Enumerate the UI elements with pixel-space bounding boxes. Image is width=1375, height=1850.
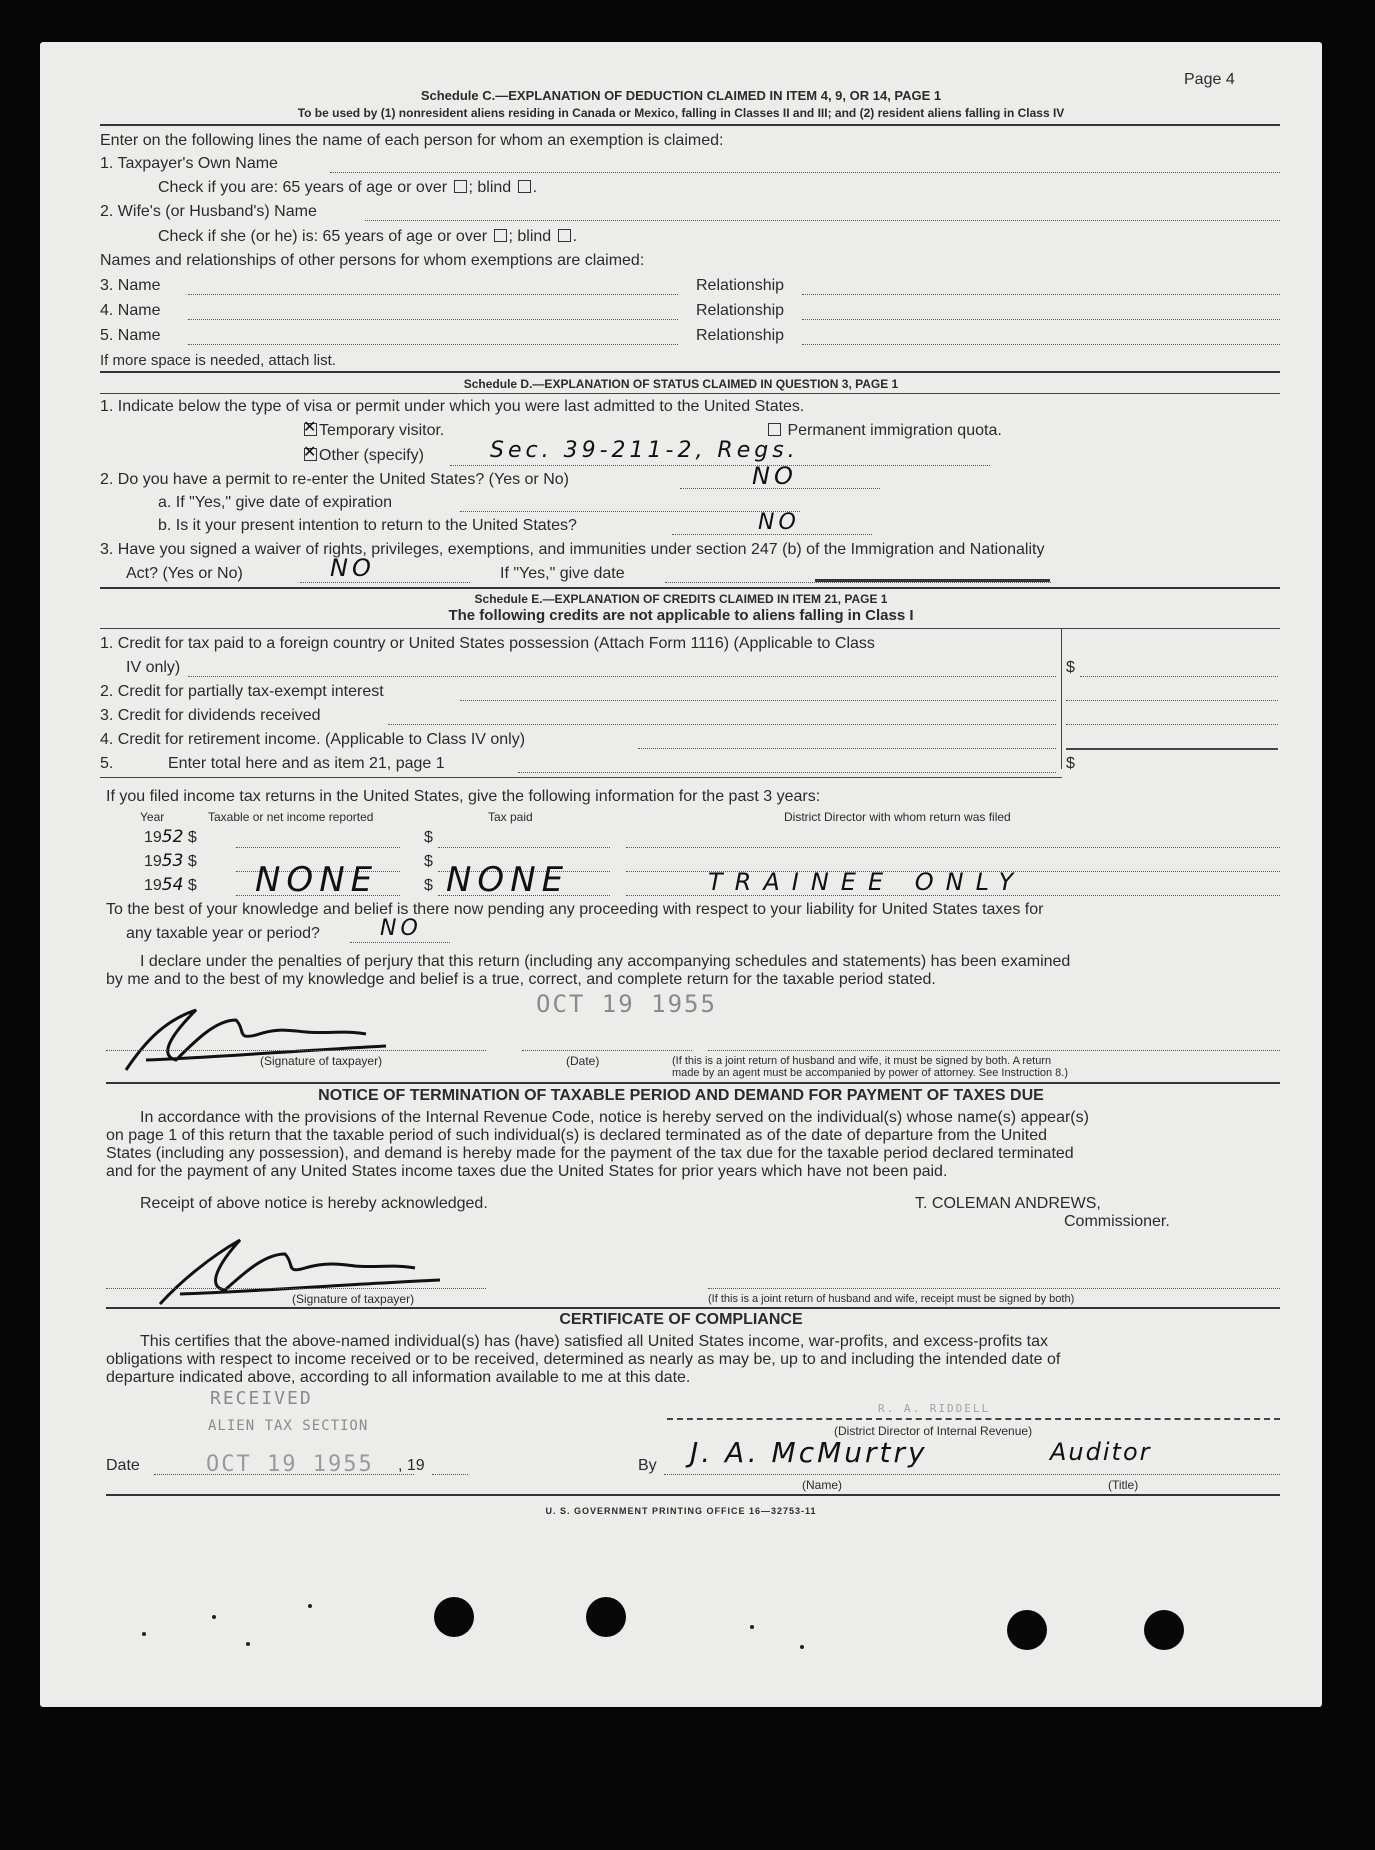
reentry-question: 2. Do you have a permit to re-enter the United States? (Yes or No) — [100, 471, 569, 488]
checkbox-blind-taxpayer[interactable] — [518, 180, 531, 193]
district-director-label: (District Director of Internal Revenue) — [834, 1424, 1033, 1438]
declaration-line-1: I declare under the penalties of perjury that this return (including any accompanying schedules and statements) has been examined — [140, 953, 1071, 970]
pending-question-cont: any taxable year or period? — [126, 925, 320, 942]
relationship-3-label: Relationship — [696, 277, 785, 294]
line-1-check: Check if you are: 65 years of age or over ; blind . — [158, 179, 538, 196]
joint-note-2: made by an agent must be accompanied by power of attorney. See Instruction 8.) — [672, 1067, 1069, 1079]
income-1954: NONE — [255, 860, 379, 900]
schedule-e-subtitle: The following credits are not applicable to aliens falling in Class I — [448, 607, 914, 624]
credit-2-label: 2. Credit for partially tax-exempt interest — [100, 683, 384, 700]
receipt-joint-note: (If this is a joint return of husband and wife, receipt must be signed by both) — [708, 1293, 1075, 1305]
line-2-label: 2. Wife's (or Husband's) Name — [100, 203, 317, 220]
waiver-answer: NO — [330, 554, 375, 582]
punch-hole — [1144, 1610, 1184, 1650]
checkbox-blind-spouse[interactable] — [558, 229, 571, 242]
director-stamp: R. A. RIDDELL — [878, 1402, 991, 1415]
received-stamp: RECEIVED — [210, 1388, 313, 1409]
by-title-label: (Title) — [1108, 1478, 1139, 1492]
form-page: Page 4 Schedule C.—EXPLANATION OF DEDUCTION CLAIMED IN ITEM 4, 9, OR 14, PAGE 1 To be used by (1) nonresident aliens residing in Canada or Mexico, falling in Classes II and III; and (2) resident aliens falling in Class IV Enter on the following lines the name of each person for whom an exemption is claimed: 1. Taxpayer's Own Name Check if you are: 65 years of age or over ; blind . 2. Wife's (or Husband's) Name Check if she (or he) is: 65 years of age or over ; blind . Names and relationships of other persons for whom exemptions are claimed: 3. Name Relationship 4. Name Relationship 5. Name Relationship If more space is needed, attach list. Schedule D.—EXPLANATION OF STATUS CLAIMED IN QUESTION 3, PAGE 1 1. Indicate below the type of visa or permit under which you were last admitted to the United States. ✕ Temporary visitor. Permanent immigration quota. ✕ Other (specify) Sec. 39-211-2, Regs. 2. Do you have a permit to re-enter the United States? (Yes or No) NO a. If "Yes," give date of expiration b. Is it your present intention to return to the United States? NO 3. Have you signed a waiver of rights, privileges, exemptions, and immunities under section 247 (b) of the Immigration and Nationality Act? (Yes or No) NO If "Yes," give date Schedule E.—EXPLANATION OF CREDITS CLAIMED IN ITEM 21, PAGE 1 The following credits are not applicable to aliens falling in Class I 1. Credit for tax paid to a foreign country or United States possession (Attach Form 1116) (Applicable to Class IV only) $ 2. Credit for partially tax-exempt interest 3. Credit for dividends received 4. Credit for retirement income. (Applicable to Class IV only) 5. Enter total here and as item 21, page 1 $ If you filed income tax returns in the United States, give the following information for the past 3 years: Year Taxable or net income reported Tax paid District Director with whom return was filed 1952 $ $ 1953 $ $ 1954 $ NONE $ NONE TRAINEE ONLY To the best of your knowledge and belief is there now pending any proceeding with respect to your liability for United States taxes for any taxable year or period? NO I declare under the penalties of perjury that this return (including any accompanying schedules and statements) has been examined by me and to the best of my knowledge and belief is a true, correct, and complete return for the taxable period stated. OCT 19 1955 (Signature of taxpayer) (Date) (If this is a joint return of husband and wife, it must be signed by both. A return made by an agent must be accompanied by power of attorney. See Instruction 8.) NOTICE OF TERMINATION OF TAXABLE PERIOD AND DEMAND FOR PAYMENT OF TAXES DUE In accordance with the provisions of the Internal Revenue Code, notice is hereby served on the individual(s) whose name(s) appear(s) on page 1 of this return that the taxable period of such individual(s) is declared terminated as of the date of departure from the United States (including any possession), and demand is hereby made for the payment of the tax due for the taxable period declared terminated and for the payment of any United States income taxes due the United States for prior years which have not been paid. Receipt of above notice is hereby acknowledged. T. COLEMAN ANDREWS, Commissioner. (Signature of taxpayer) (If this is a joint return of husband and wife, receipt must be signed by both) CERTIFICATE OF COMPLIANCE This certifies that the above-named individual(s) has (have) satisfied all United States income, war-profits, and excess-profits tax obligations with respect to income received or to be received, determined as nearly as may be, up to and including the intended date of departure indicated above, according to all information available to me at this date. RECEIVED ALIEN TAX SECTION R. A. RIDDELL (District Director of Internal Revenue) Date OCT 19 1955 , 19 By J. A. McMurtry (Name) Auditor (Title) U. S. GOVERNMENT PRINTING OFFICE 16—32753-11 — [40, 42, 1322, 1707]
by-name-label: (Name) — [802, 1478, 843, 1492]
year-row-3: 1954 $ — [144, 875, 197, 895]
by-label: By — [638, 1457, 657, 1474]
col-year: Year — [140, 810, 165, 824]
schedule-c-title: Schedule C.—EXPLANATION OF DEDUCTION CLAIMED IN ITEM 4, 9, OR 14, PAGE 1 — [420, 88, 942, 103]
cert-date-label: Date — [106, 1457, 140, 1474]
waiver-date-label: If "Yes," give date — [500, 565, 625, 582]
punch-hole — [586, 1597, 626, 1637]
officer-title: Auditor — [1050, 1438, 1152, 1466]
cert-date-value: OCT 19 1955 — [206, 1452, 374, 1477]
certificate-line-3: departure indicated above, according to all information available to me at this date. — [106, 1369, 691, 1386]
credit-1-label: 1. Credit for tax paid to a foreign country or United States possession (Attach Form 1116) (Applicable to Class — [100, 635, 875, 652]
receipt-sig-label: (Signature of taxpayer) — [292, 1292, 415, 1306]
alien-tax-section-stamp: ALIEN TAX SECTION — [208, 1418, 369, 1434]
relationship-4-label: Relationship — [696, 302, 785, 319]
joint-note-1: (If this is a joint return of husband and wife, it must be signed by both. A return — [672, 1055, 1052, 1067]
receipt-acknowledged: Receipt of above notice is hereby acknowledged. — [140, 1195, 488, 1212]
notice-line-1: In accordance with the provisions of the Internal Revenue Code, notice is hereby served on the individual(s) whose name(s) appear(s) — [140, 1109, 1089, 1126]
schedule-e-title: Schedule E.—EXPLANATION OF CREDITS CLAIMED IN ITEM 21, PAGE 1 — [474, 592, 888, 606]
credit-5-num: 5. — [100, 755, 114, 772]
commissioner-name: T. COLEMAN ANDREWS, — [915, 1195, 1101, 1212]
other-option: ✕ Other (specify) — [303, 444, 424, 464]
certificate-line-2: obligations with respect to income received or to be received, determined as nearly as may be, up to and including the intended date of — [106, 1351, 1061, 1368]
compliance-officer-signature: J. A. McMurtry — [690, 1436, 928, 1469]
credit-4-label: 4. Credit for retirement income. (Applicable to Class IV only) — [100, 731, 526, 748]
declaration-line-2: by me and to the best of my knowledge and belief is a true, correct, and complete return for the taxable period stated. — [106, 971, 936, 988]
visa-question: 1. Indicate below the type of visa or permit under which you were last admitted to the United States. — [100, 398, 805, 415]
commissioner-title: Commissioner. — [1064, 1213, 1170, 1230]
credit-3-label: 3. Credit for dividends received — [100, 707, 321, 724]
schedule-c-intro: Enter on the following lines the name of each person for whom an exemption is claimed: — [100, 132, 724, 149]
temp-visitor-option: ✕ Temporary visitor. — [303, 419, 445, 439]
year-row-2: 1953 $ — [144, 851, 197, 871]
return-intention-question: b. Is it your present intention to return to the United States? — [158, 517, 577, 534]
checkbox-temporary-visitor[interactable]: ✕ — [303, 419, 317, 436]
schedule-c-subtitle: To be used by (1) nonresident aliens residing in Canada or Mexico, falling in Classes II and III; and (2) resident aliens falling in Class IV — [297, 106, 1065, 120]
col-director: District Director with whom return was filed — [784, 810, 1011, 824]
permanent-option: Permanent immigration quota. — [766, 421, 1002, 440]
name-3-label: 3. Name — [100, 277, 161, 294]
credit-1-cont: IV only) — [126, 659, 181, 676]
notice-title: NOTICE OF TERMINATION OF TAXABLE PERIOD AND DEMAND FOR PAYMENT OF TAXES DUE — [318, 1087, 1044, 1104]
line-1-label: 1. Taxpayer's Own Name — [100, 155, 278, 172]
more-space-note: If more space is needed, attach list. — [100, 352, 336, 369]
tax-1954: NONE — [446, 860, 570, 900]
relationship-5-label: Relationship — [696, 327, 785, 344]
credit-5-label: Enter total here and as item 21, page 1 — [168, 755, 445, 772]
year-row-1: 1952 $ — [144, 827, 197, 847]
checkbox-65-spouse[interactable] — [494, 229, 507, 242]
punch-hole — [1007, 1610, 1047, 1650]
name-5-label: 5. Name — [100, 327, 161, 344]
punch-hole — [434, 1597, 474, 1637]
waiver-question-cont: Act? (Yes or No) — [126, 565, 243, 582]
certificate-line-1: This certifies that the above-named individual(s) has (have) satisfied all United States income, war-profits, and excess-profits tax — [140, 1333, 1048, 1350]
credit-5-dollar: $ — [1066, 755, 1075, 772]
page-label: Page 4 — [1184, 71, 1235, 88]
declaration-date-stamp: OCT 19 1955 — [536, 990, 717, 1018]
prior-returns-intro: If you filed income tax returns in the United States, give the following information for the past 3 years: — [106, 788, 821, 805]
credit-1-dollar: $ — [1066, 659, 1075, 676]
printer-line: U. S. GOVERNMENT PRINTING OFFICE 16—32753-11 — [545, 1506, 817, 1516]
director-1954: TRAINEE ONLY — [708, 868, 1026, 896]
return-intention-answer: NO — [758, 510, 800, 535]
notice-line-2: on page 1 of this return that the taxable period of such individual(s) is declared terminated as of the date of departure from the United — [106, 1127, 1047, 1144]
other-visa-value: Sec. 39-211-2, Regs. — [490, 438, 799, 463]
col-tax: Tax paid — [488, 810, 533, 824]
sig-date-label: (Date) — [566, 1054, 600, 1068]
name-4-label: 4. Name — [100, 302, 161, 319]
pending-answer: NO — [380, 916, 422, 941]
notice-line-4: and for the payment of any United States income taxes due the United States for prior years which have not been paid. — [106, 1163, 948, 1180]
col-income: Taxable or net income reported — [208, 810, 374, 824]
certificate-title: CERTIFICATE OF COMPLIANCE — [559, 1311, 803, 1328]
pending-question: To the best of your knowledge and belief is there now pending any proceeding with respect to your liability for United States taxes for — [106, 901, 1044, 918]
expiration-question: a. If "Yes," give date of expiration — [158, 494, 393, 511]
others-intro: Names and relationships of other persons for whom exemptions are claimed: — [100, 252, 645, 269]
checkbox-other[interactable]: ✕ — [303, 444, 317, 461]
line-2-check: Check if she (or he) is: 65 years of age or over ; blind . — [158, 228, 578, 245]
cert-year-suffix: , 19 — [398, 1457, 425, 1474]
reentry-answer: NO — [752, 462, 797, 490]
checkbox-permanent-quota[interactable] — [768, 423, 781, 436]
schedule-d-title: Schedule D.—EXPLANATION OF STATUS CLAIMED IN QUESTION 3, PAGE 1 — [463, 377, 899, 391]
waiver-question: 3. Have you signed a waiver of rights, privileges, exemptions, and immunities under section 247 (b) of the Immigration and Nationality — [100, 541, 1045, 558]
sig-taxpayer-label: (Signature of taxpayer) — [260, 1054, 383, 1068]
checkbox-65-taxpayer[interactable] — [454, 180, 467, 193]
notice-line-3: States (including any possession), and demand is hereby made for the payment of the tax due for the taxable period declared terminated — [106, 1145, 1074, 1162]
